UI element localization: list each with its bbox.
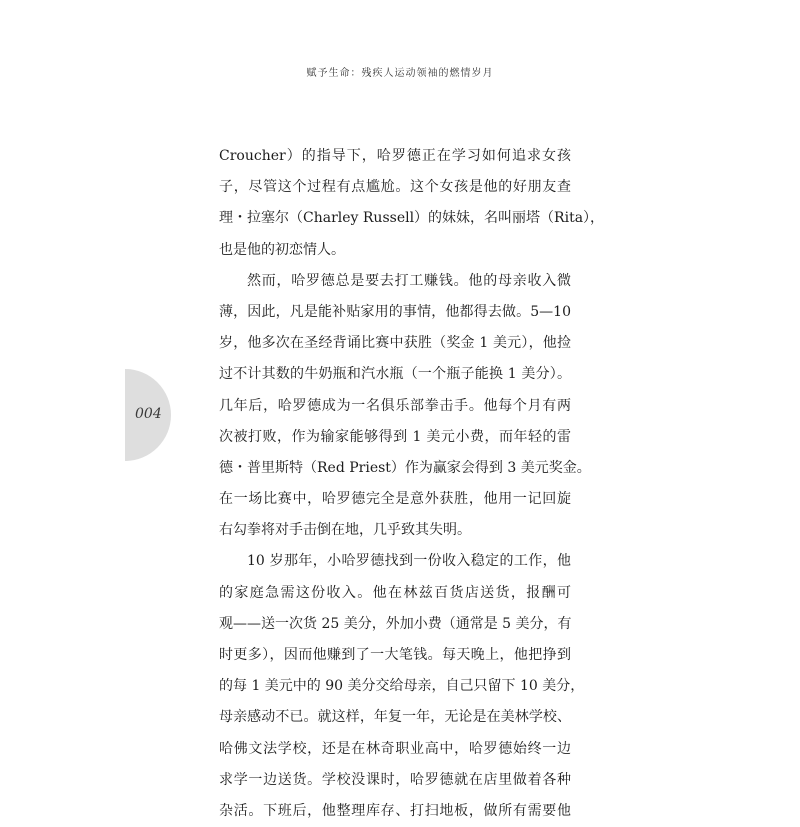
text-line: 的家庭急需这份收入。他在林兹百货店送货，报酬可 <box>219 584 571 601</box>
text-line: 也是他的初恋情人。 <box>219 241 345 258</box>
body-text <box>219 141 605 827</box>
text-line: 的每 1 美元中的 90 美分交给母亲，自己只留下 10 美分， <box>219 678 585 695</box>
text-line: 哈佛文法学校，还是在林奇职业高中，哈罗德始终一边 <box>219 740 571 757</box>
text-line: 右勾拳将对手击倒在地，几乎致其失明。 <box>219 522 471 539</box>
text-line: 母亲感动不已。就这样，年复一年，无论是在美林学校、 <box>219 709 571 726</box>
page-number: 004 <box>135 406 162 422</box>
text-line: Croucher）的指导下，哈罗德正在学习如何追求女孩 <box>219 148 571 164</box>
text-line: 次被打败，作为输家能够得到 1 美元小费，而年轻的雷 <box>219 428 571 445</box>
text-line: 过不计其数的牛奶瓶和汽水瓶（一个瓶子能换 1 美分）。 <box>219 366 571 383</box>
running-header: 赋予生命：残疾人运动领袖的燃情岁月 <box>306 68 494 79</box>
text-line: 岁，他多次在圣经背诵比赛中获胜（奖金 1 美元），他捡 <box>219 335 571 352</box>
text-line: 杂活。下班后，他整理库存、打扫地板，做所有需要他 <box>219 802 571 819</box>
text-line: 子，尽管这个过程有点尴尬。这个女孩是他的好朋友查 <box>219 179 571 196</box>
text-line: 在一场比赛中，哈罗德完全是意外获胜，他用一记回旋 <box>219 491 571 508</box>
text-line: 理・拉塞尔（Charley Russell）的妹妹，名叫丽塔（Rita）， <box>219 210 605 227</box>
text-line: 10 岁那年，小哈罗德找到一份收入稳定的工作，他 <box>247 553 571 570</box>
text-line: 求学一边送货。学校没课时，哈罗德就在店里做着各种 <box>219 771 571 788</box>
text-line: 观——送一次货 25 美分，外加小费（通常是 5 美分，有 <box>219 615 572 632</box>
text-line: 然而，哈罗德总是要去打工赚钱。他的母亲收入微 <box>247 272 571 289</box>
text-line: 德・普里斯特（Red Priest）作为赢家会得到 3 美元奖金。 <box>219 459 591 476</box>
text-line: 时更多），因而他赚到了一大笔钱。每天晚上，他把挣到 <box>219 647 571 663</box>
text-line: 几年后，哈罗德成为一名俱乐部拳击手。他每个月有两 <box>219 397 571 414</box>
text-line: 薄，因此，凡是能补贴家用的事情，他都得去做。5—10 <box>219 303 571 320</box>
